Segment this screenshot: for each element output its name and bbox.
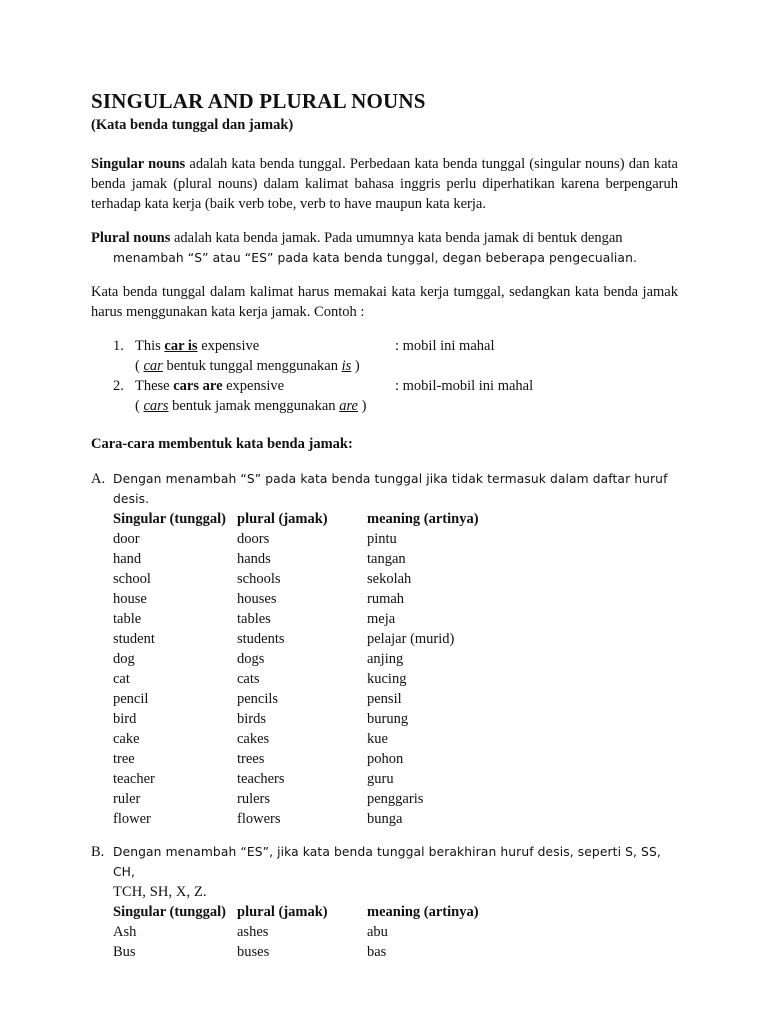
cell-meaning: meja <box>367 611 396 627</box>
cell-singular: Bus <box>113 944 136 960</box>
table-row <box>113 569 678 589</box>
cell-plural: cakes <box>237 731 270 747</box>
section-b-letter: B. <box>91 844 105 860</box>
cell-singular: cat <box>113 671 130 687</box>
table-row <box>113 529 678 549</box>
section-a <box>91 469 678 509</box>
table-row <box>113 709 678 729</box>
cell-meaning: penggaris <box>367 791 424 807</box>
cell-singular: hand <box>113 551 142 567</box>
example-note: ( cars bentuk jamak menggunakan are ) <box>135 398 367 414</box>
example-key-words: car is <box>164 338 198 354</box>
header-plural: plural (jamak) <box>237 904 328 920</box>
section-b <box>91 842 678 902</box>
example-number: 1. <box>113 338 124 354</box>
singular-text: adalah kata benda tunggal. Perbedaan kata benda tunggal (singular nouns) dan kata benda jamak (plural nouns) dalam kalimat bahasa inggris perlu diperhatikan karena berpengaruh terhadap kata kerja (baik verb tobe, verb to have maupun kata kerja. <box>91 156 678 212</box>
cell-singular: tree <box>113 751 135 767</box>
cell-meaning: pintu <box>367 531 397 547</box>
table-body <box>113 922 678 962</box>
example-sentence: These cars are expensive <box>135 378 285 394</box>
header-singular: Singular (tunggal) <box>113 904 226 920</box>
table-row <box>113 689 678 709</box>
example-note: ( car bentuk tunggal menggunakan is ) <box>135 358 360 374</box>
singular-term: Singular nouns <box>91 156 186 172</box>
cell-plural: houses <box>237 591 277 607</box>
cell-singular: pencil <box>113 691 149 707</box>
cell-meaning: abu <box>367 924 388 940</box>
cell-singular: table <box>113 611 142 627</box>
cell-plural: ashes <box>237 924 269 940</box>
cell-singular: door <box>113 531 140 547</box>
plural-text: adalah kata benda jamak. Pada umumnya kata benda jamak di bentuk dengan <box>170 230 623 246</box>
cell-plural: teachers <box>237 771 285 787</box>
header-meaning: meaning (artinya) <box>367 511 479 527</box>
section-a-text: Dengan menambah “S” pada kata benda tunggal jika tidak termasuk dalam daftar huruf desis. <box>113 472 668 506</box>
cell-plural: pencils <box>237 691 279 707</box>
cell-meaning: kue <box>367 731 388 747</box>
cell-singular: house <box>113 591 147 607</box>
cell-meaning: guru <box>367 771 394 787</box>
cell-plural: schools <box>237 571 281 587</box>
plural-term: Plural nouns <box>91 230 171 246</box>
cell-plural: cats <box>237 671 260 687</box>
document-page <box>91 88 678 962</box>
cell-singular: school <box>113 571 151 587</box>
cell-plural: flowers <box>237 811 281 827</box>
page-title: SINGULAR AND PLURAL NOUNS <box>91 89 426 113</box>
table-row <box>113 749 678 769</box>
table-row <box>113 942 678 962</box>
table-row <box>113 922 678 942</box>
header-singular: Singular (tunggal) <box>113 511 226 527</box>
examples-list <box>91 336 678 416</box>
cell-meaning: anjing <box>367 651 404 667</box>
cell-plural: buses <box>237 944 270 960</box>
cell-singular: student <box>113 631 155 647</box>
table-row <box>113 669 678 689</box>
cell-meaning: sekolah <box>367 571 412 587</box>
cell-meaning: pohon <box>367 751 404 767</box>
plural-text-line2: menambah “S” atau “ES” pada kata benda tunggal, degan beberapa pengecualian. <box>113 251 637 265</box>
header-plural: plural (jamak) <box>237 511 328 527</box>
cell-meaning: rumah <box>367 591 405 607</box>
page-subtitle: (Kata benda tunggal dan jamak) <box>91 117 294 133</box>
cell-plural: doors <box>237 531 270 547</box>
example-number: 2. <box>113 378 124 394</box>
plural-paragraph <box>91 228 678 268</box>
table-row <box>113 809 678 829</box>
cell-singular: teacher <box>113 771 155 787</box>
cell-singular: bird <box>113 711 137 727</box>
cell-singular: Ash <box>113 924 137 940</box>
cell-plural: students <box>237 631 285 647</box>
table-row <box>113 789 678 809</box>
table-row <box>113 609 678 629</box>
cell-plural: rulers <box>237 791 271 807</box>
header-meaning: meaning (artinya) <box>367 904 479 920</box>
cell-meaning: bas <box>367 944 387 960</box>
example-item <box>91 376 678 396</box>
cell-plural: birds <box>237 711 266 727</box>
example-meaning: : mobil ini mahal <box>395 338 495 354</box>
table-row <box>113 629 678 649</box>
table-row <box>113 769 678 789</box>
cell-meaning: burung <box>367 711 409 727</box>
cell-meaning: pelajar (murid) <box>367 631 455 647</box>
cell-singular: flower <box>113 811 151 827</box>
example-item <box>91 336 678 356</box>
cell-plural: trees <box>237 751 265 767</box>
cell-singular: cake <box>113 731 140 747</box>
table-header <box>113 902 678 922</box>
cell-plural: hands <box>237 551 271 567</box>
cell-plural: tables <box>237 611 271 627</box>
table-row <box>113 589 678 609</box>
table-row <box>113 729 678 749</box>
table-row <box>113 549 678 569</box>
example-sentence: This car is expensive <box>135 338 260 354</box>
table-body <box>113 529 678 829</box>
rule-paragraph: Kata benda tunggal dalam kalimat harus memakai kata kerja tumggal, sedangkan kata benda jamak harus menggunakan kata kerja jamak. Contoh : <box>91 284 678 320</box>
example-meaning: : mobil-mobil ini mahal <box>395 378 534 394</box>
cell-meaning: kucing <box>367 671 407 687</box>
section-a-letter: A. <box>91 471 106 487</box>
cell-meaning: tangan <box>367 551 406 567</box>
cell-meaning: pensil <box>367 691 402 707</box>
table-row <box>113 649 678 669</box>
cell-singular: ruler <box>113 791 141 807</box>
section-heading: Cara-cara membentuk kata benda jamak: <box>91 436 353 452</box>
section-b-table <box>113 902 678 962</box>
singular-paragraph <box>91 154 678 214</box>
cell-singular: dog <box>113 651 135 667</box>
cell-meaning: bunga <box>367 811 403 827</box>
example-key-words: cars are <box>173 378 223 394</box>
section-b-text: Dengan menambah “ES”, jika kata benda tunggal berakhiran huruf desis, seperti S, SS, CH, TCH, SH, X, Z. <box>113 845 661 900</box>
cell-plural: dogs <box>237 651 265 667</box>
section-a-table <box>113 509 678 829</box>
table-header <box>113 509 678 529</box>
